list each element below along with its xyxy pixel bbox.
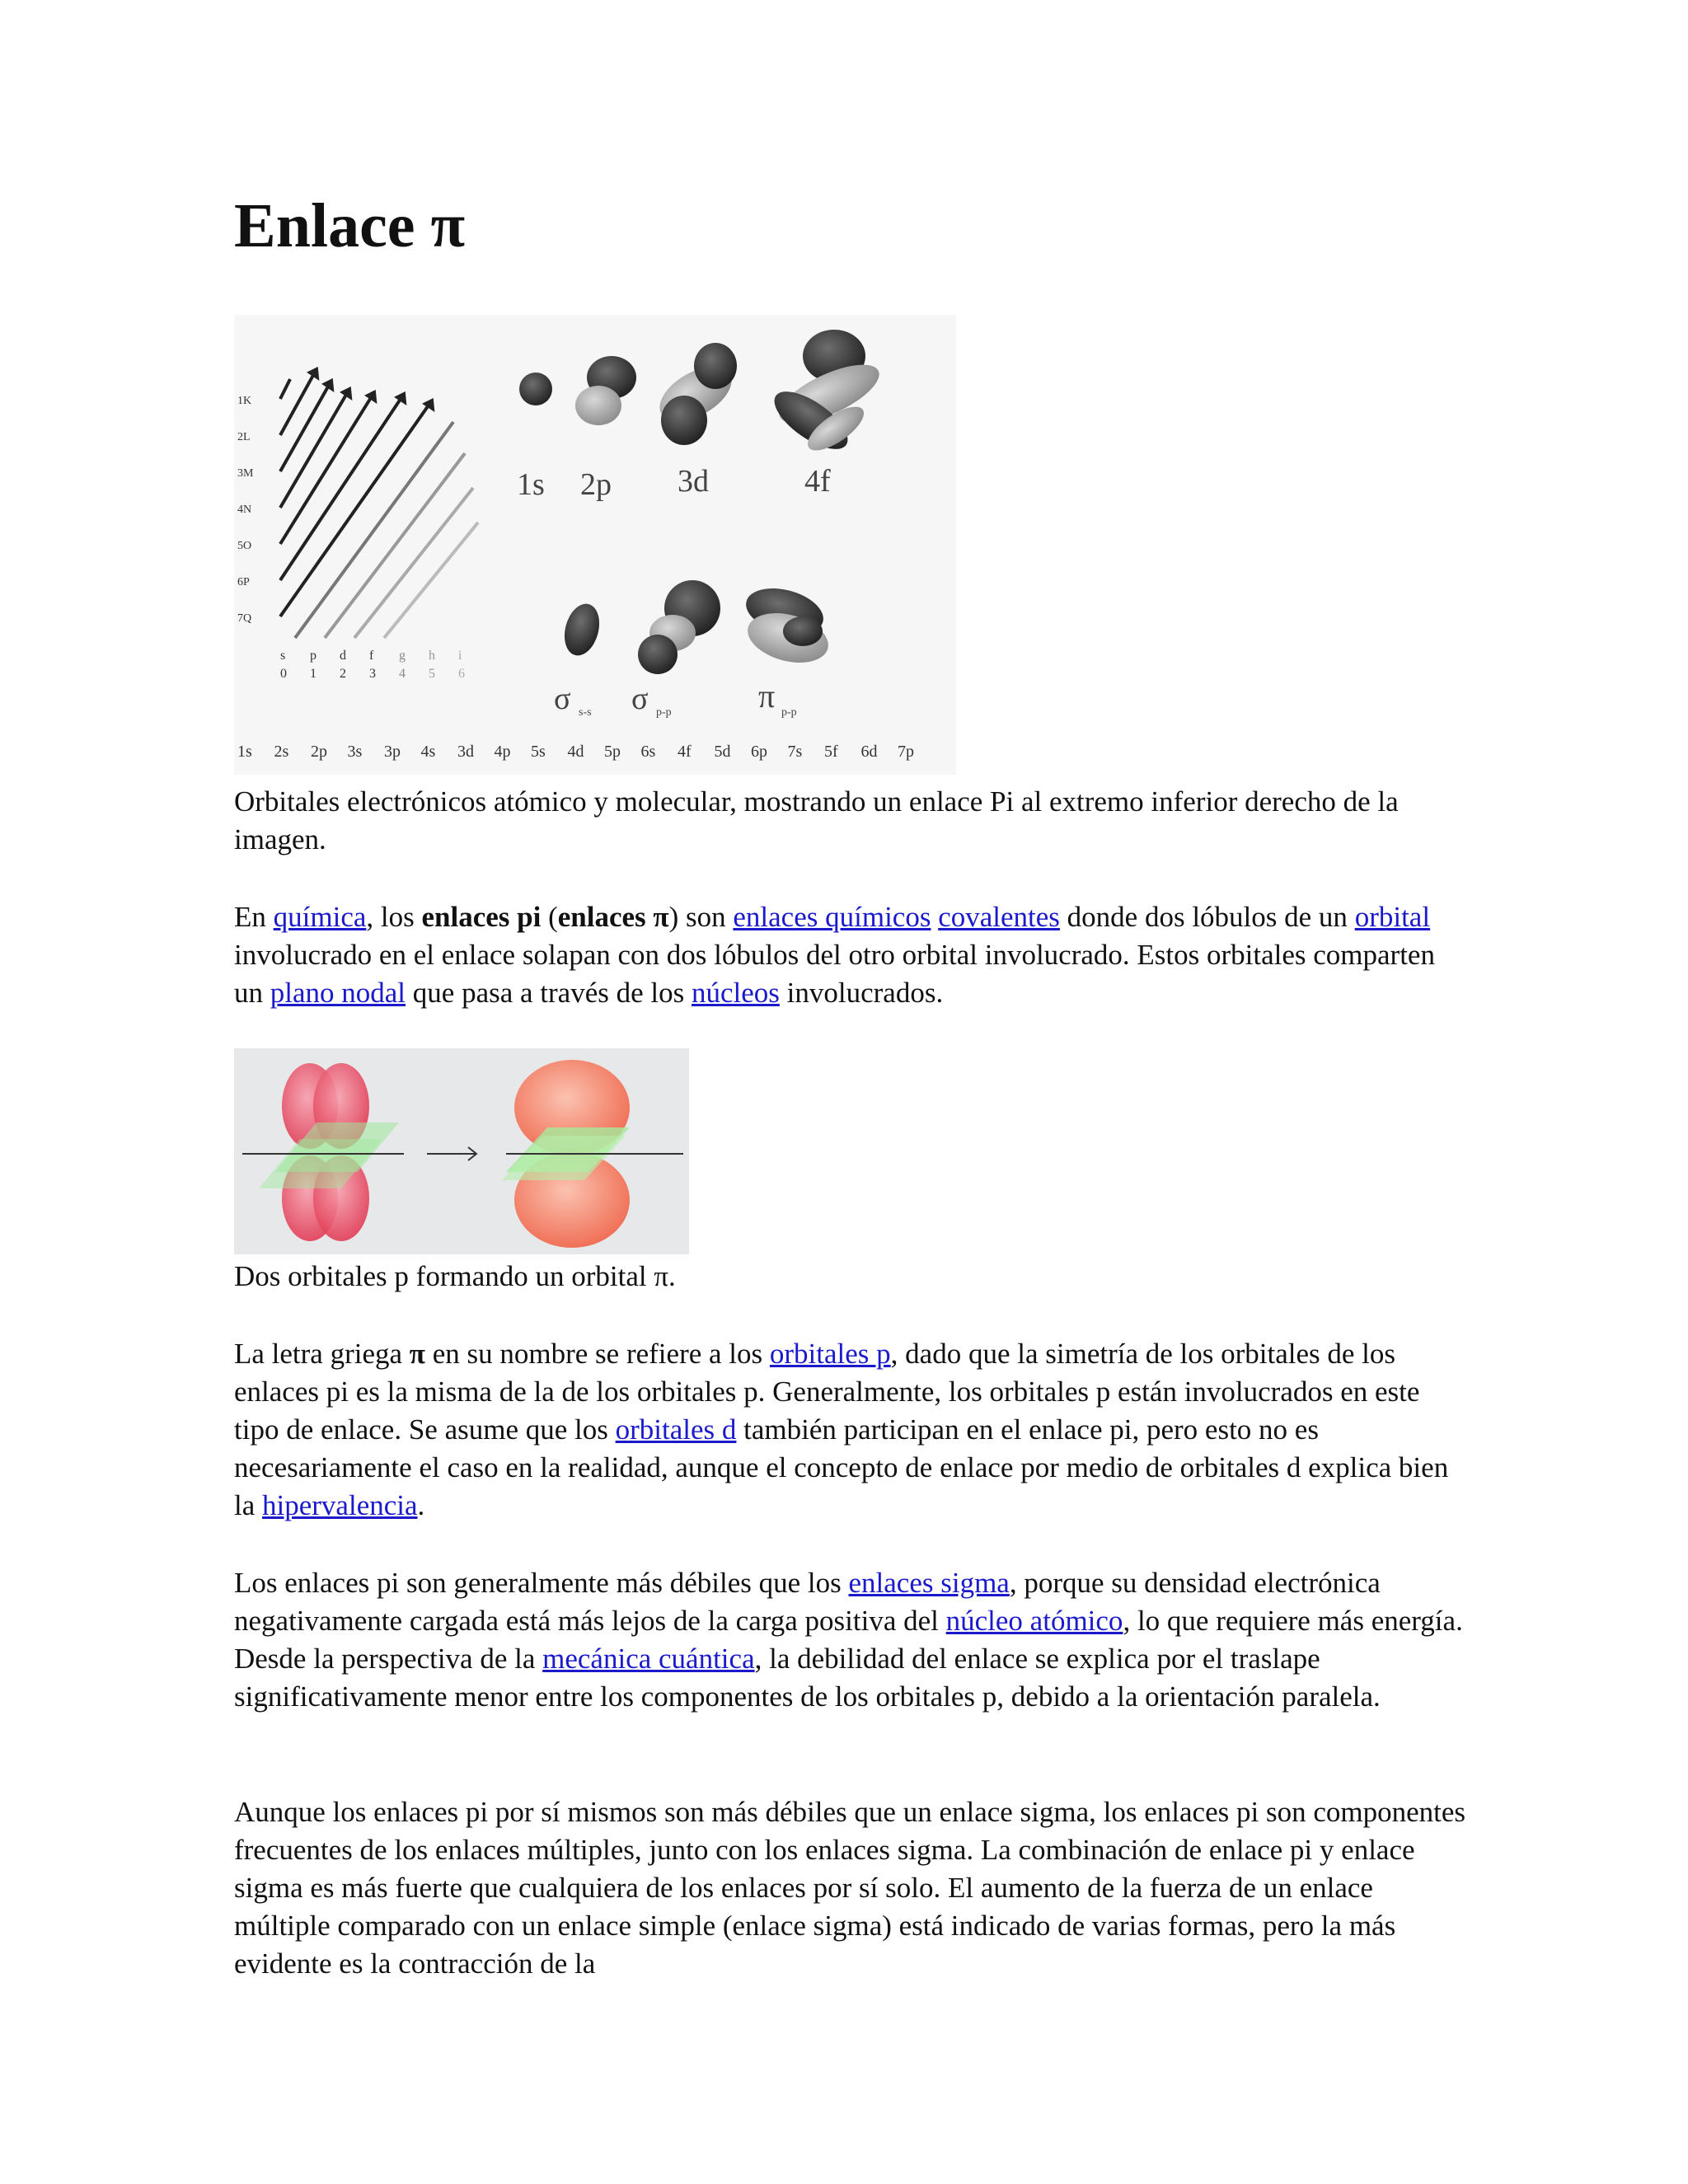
bond-label-sigma-ss: σ: [554, 682, 571, 716]
subshell-i: i: [458, 649, 462, 663]
text-run: Los enlaces pi son generalmente más débiles que los: [234, 1567, 849, 1599]
orbital-labels: [517, 464, 831, 502]
filling-order-item: 2s: [274, 743, 289, 761]
text-run: en su nombre se refiere a los: [424, 1338, 770, 1370]
filling-order-item: 7s: [787, 743, 803, 761]
paragraph-4: Aunque los enlaces pi por sí mismos son más débiles que un enlace sigma, los enlaces pi son componentes frecuentes de los enlaces múltiples, junto con los enlaces sigma. La combinación de enlace pi y enlace sigma es más fuerte que cualquiera de los enlaces por sí solo. El aumento de la fuerza de un enlace múltiple comparado con un enlace simple (enlace sigma) está indicado de varias formas, pero la más evidente es la contracción de la: [234, 1796, 1466, 1980]
subshell-num-0: 0: [280, 667, 287, 681]
bond-sub-pi-pp: p-p: [781, 706, 797, 719]
pi-orbital-diagram: [234, 1048, 689, 1254]
subshell-f: f: [369, 649, 374, 663]
bond-label-pi-pp: π: [758, 677, 776, 715]
filling-order-item: 4d: [567, 743, 584, 761]
p-orbital-pair: [242, 1063, 404, 1241]
shell-label-5o: 5O: [237, 540, 252, 552]
text-run: , la debilidad del enlace se explica por el traslape significativamente menor entre los componentes de los orbitales p, debido a la orientación paralela.: [234, 1643, 1381, 1713]
pi-orbital-result: [502, 1060, 683, 1248]
text-run: , lo que requiere más energía. Desde la perspectiva de la: [234, 1605, 1463, 1675]
sigma-ss-shape: [559, 600, 604, 659]
text-run: [931, 901, 938, 933]
figure1-caption: Orbitales electrónicos atómico y molecular, mostrando un enlace Pi al extremo inferior derecho de la imagen.: [234, 785, 1399, 855]
bold-term: enlaces π: [557, 901, 669, 933]
link-enlaces-quimicos[interactable]: enlaces químicos: [733, 901, 931, 933]
subshell-p: p: [310, 649, 316, 663]
bond-sub-sigma-ss: s-s: [579, 706, 592, 719]
filling-order-item: 7p: [898, 743, 914, 761]
subshell-num-2: 2: [340, 667, 346, 681]
link-plano-nodal[interactable]: plano nodal: [270, 977, 406, 1009]
link-orbitales-p[interactable]: orbitales p: [769, 1338, 891, 1370]
filling-order-item: 5f: [824, 743, 838, 761]
subshell-num-6: 6: [458, 667, 465, 681]
bond-sub-sigma-pp: p-p: [656, 706, 672, 719]
shell-label-3m: 3M: [237, 467, 254, 480]
text-run: involucrados.: [779, 977, 944, 1009]
text-run: que pasa a través de los: [406, 977, 692, 1009]
text-run: , dado que la simetría de los orbitales de los enlaces pi es la misma de la de los orbitales p. Generalmente, los orbitales p están involucrados en este tipo de enlace. Se asume que los: [234, 1338, 1420, 1446]
filling-order-item: 3d: [457, 743, 474, 761]
link-orbital[interactable]: orbital: [1354, 901, 1431, 933]
shell-labels: [237, 395, 254, 625]
subshell-num-5: 5: [429, 667, 435, 681]
link-quimica[interactable]: química: [273, 901, 367, 933]
bond-labels: [554, 677, 797, 719]
link-nucleos[interactable]: núcleos: [692, 977, 780, 1009]
filling-order-item: 5d: [714, 743, 731, 761]
filling-order-item: 5p: [604, 743, 621, 761]
bond-label-sigma-pp: σ: [631, 682, 649, 716]
text-run: también participan en el enlace pi, pero esto no es necesariamente el caso en la realidad, aunque el concepto de enlace por medio de orbitales d explica bien la: [234, 1413, 1449, 1521]
shell-label-1k: 1K: [237, 395, 252, 407]
link-nucleo-atomico[interactable]: núcleo atómico: [945, 1605, 1123, 1637]
subshell-g: g: [399, 649, 406, 663]
shell-label-6p: 6P: [237, 576, 250, 588]
filling-order-item: 6p: [751, 743, 767, 761]
orbital-4f-shape: [766, 330, 887, 460]
text-run: .: [417, 1489, 425, 1521]
shell-label-7q: 7Q: [237, 612, 252, 625]
orbital-3d-shape: [650, 343, 740, 445]
arrow-icon: [427, 1147, 476, 1160]
filling-arrows: [280, 369, 478, 638]
subshell-num-4: 4: [399, 667, 406, 681]
filling-order-strip: [237, 743, 914, 761]
link-hipervalencia[interactable]: hipervalencia: [262, 1489, 418, 1521]
filling-order-item: 6d: [860, 743, 878, 761]
paragraph-3: [234, 1564, 1470, 1716]
shell-label-4n: 4N: [237, 504, 252, 516]
page-title: Enlace π: [234, 191, 466, 260]
text-run: donde dos lóbulos de un: [1059, 901, 1355, 933]
link-enlaces-sigma[interactable]: enlaces sigma: [848, 1567, 1010, 1599]
link-orbitales-d[interactable]: orbitales d: [615, 1413, 737, 1446]
filling-order-item: 4p: [494, 743, 511, 761]
subshell-d: d: [340, 649, 346, 663]
filling-order-item: 1s: [237, 743, 252, 761]
filling-order-item: 6s: [640, 743, 656, 761]
text-run: involucrado en el enlace solapan con dos lóbulos del otro orbital involucrado. Estos orbitales comparten un: [234, 939, 1435, 1009]
orbital-1s-shape: [519, 373, 552, 405]
text-run: (: [541, 901, 558, 933]
filling-order-item: 4s: [420, 743, 436, 761]
orbital-2p-shape: [575, 356, 636, 425]
orbital-label-1s: 1s: [517, 467, 545, 502]
orbital-label-3d: 3d: [678, 464, 709, 499]
text-run: , los: [366, 901, 422, 933]
filling-order-item: 3s: [347, 743, 363, 761]
paragraph-2: [234, 1335, 1470, 1525]
subshell-axis: [280, 649, 465, 681]
filling-order-item: 3p: [384, 743, 401, 761]
bold-term: π: [409, 1338, 425, 1370]
figure2-caption: Dos orbitales p formando un orbital π.: [234, 1260, 676, 1292]
orbital-label-4f: 4f: [804, 464, 831, 499]
subshell-h: h: [429, 649, 435, 663]
text-run: , porque su densidad electrónica negativamente cargada está más lejos de la carga positiva del: [234, 1567, 1381, 1637]
text-run: En: [234, 901, 274, 933]
link-mecanica-cuantica[interactable]: mecánica cuántica: [542, 1643, 755, 1675]
subshell-num-1: 1: [310, 667, 316, 681]
shell-label-2l: 2L: [237, 431, 251, 443]
text-run: ) son: [668, 901, 734, 933]
filling-order-item: 4f: [678, 743, 692, 761]
sigma-pp-shape: [638, 580, 720, 674]
text-run: La letra griega: [234, 1338, 410, 1370]
pi-orbital-figure: [234, 1048, 689, 1254]
orbitals-diagram: [234, 315, 956, 775]
filling-order-item: 5s: [531, 743, 546, 761]
paragraph-1: [234, 898, 1470, 1012]
pi-pp-shape: [741, 580, 834, 671]
link-covalentes[interactable]: covalentes: [938, 901, 1060, 933]
filling-order-item: 2p: [311, 743, 327, 761]
orbital-label-2p: 2p: [580, 467, 612, 502]
subshell-num-3: 3: [369, 667, 376, 681]
bold-term: enlaces pi: [421, 901, 542, 933]
orbitals-figure: [234, 315, 956, 775]
subshell-s: s: [280, 649, 286, 663]
